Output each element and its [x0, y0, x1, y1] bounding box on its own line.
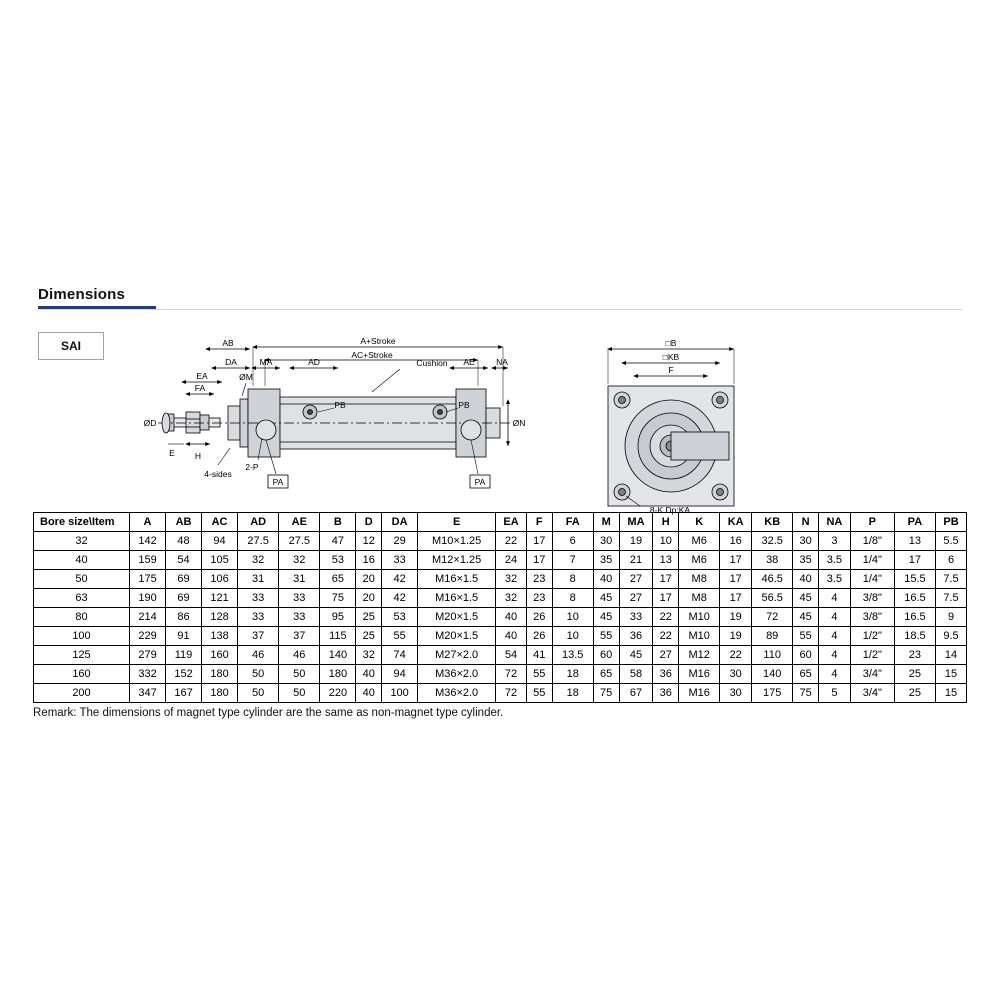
table-cell: 75 — [593, 684, 619, 703]
table-cell: M8 — [679, 570, 720, 589]
table-cell: M16×1.5 — [418, 570, 496, 589]
table-cell: 8 — [552, 589, 593, 608]
table-cell: 140 — [752, 665, 793, 684]
table-cell: 160 — [202, 646, 238, 665]
table-header-cell: AC — [202, 513, 238, 532]
table-cell: 1/2" — [850, 627, 894, 646]
table-cell: 55 — [382, 627, 418, 646]
table-header-cell: KB — [752, 513, 793, 532]
table-cell: 4 — [818, 646, 850, 665]
table-cell: 32 — [496, 570, 527, 589]
table-cell: 27.5 — [279, 532, 320, 551]
table-cell: M10 — [679, 627, 720, 646]
table-cell: 30 — [720, 684, 752, 703]
label-h: H — [194, 451, 202, 461]
table-cell: 140 — [320, 646, 356, 665]
table-cell: 54 — [496, 646, 527, 665]
table-cell: 50 — [238, 665, 279, 684]
table-cell-bore-size: 63 — [34, 589, 130, 608]
table-cell: M20×1.5 — [418, 627, 496, 646]
table-cell: 17 — [720, 551, 752, 570]
table-cell: 22 — [653, 627, 679, 646]
table-cell: M36×2.0 — [418, 665, 496, 684]
table-cell: 3/8" — [850, 608, 894, 627]
table-cell: 25 — [356, 608, 382, 627]
table-cell: 32 — [496, 589, 527, 608]
table-cell: 25 — [894, 684, 935, 703]
table-cell: 45 — [793, 608, 819, 627]
table-cell: M16×1.5 — [418, 589, 496, 608]
label-f: F — [668, 365, 674, 375]
table-cell: 32 — [238, 551, 279, 570]
table-row — [34, 570, 967, 589]
table-cell: 45 — [593, 608, 619, 627]
dimensions-table-wrapper — [33, 512, 967, 719]
table-cell: 119 — [166, 646, 202, 665]
table-row — [34, 684, 967, 703]
label-e: E — [169, 448, 175, 458]
table-cell: 91 — [166, 627, 202, 646]
table-cell: 60 — [793, 646, 819, 665]
table-cell: 4 — [818, 589, 850, 608]
table-cell: 35 — [793, 551, 819, 570]
table-cell: M6 — [679, 532, 720, 551]
table-cell: 19 — [619, 532, 653, 551]
table-header-cell: H — [653, 513, 679, 532]
table-cell: 42 — [382, 570, 418, 589]
table-cell: 48 — [166, 532, 202, 551]
table-cell: 175 — [130, 570, 166, 589]
table-cell: 167 — [166, 684, 202, 703]
table-cell: 5.5 — [936, 532, 967, 551]
table-header-cell: DA — [382, 513, 418, 532]
table-cell: 110 — [752, 646, 793, 665]
table-header-cell: A — [130, 513, 166, 532]
table-cell: 55 — [526, 684, 552, 703]
table-cell: 26 — [526, 608, 552, 627]
table-cell: M16 — [679, 665, 720, 684]
table-cell: 23 — [526, 589, 552, 608]
table-cell: 190 — [130, 589, 166, 608]
table-cell: 33 — [279, 608, 320, 627]
table-cell: 4 — [818, 608, 850, 627]
label-fa: FA — [194, 383, 206, 393]
table-cell: 1/4" — [850, 570, 894, 589]
table-cell: 17 — [653, 570, 679, 589]
table-cell: 45 — [619, 646, 653, 665]
table-cell: 10 — [552, 608, 593, 627]
table-cell: 24 — [496, 551, 527, 570]
table-cell: 33 — [238, 589, 279, 608]
table-cell: 4 — [818, 627, 850, 646]
table-cell: 27 — [619, 570, 653, 589]
table-cell: 31 — [238, 570, 279, 589]
table-cell: 94 — [382, 665, 418, 684]
label-phi-d: ØD — [143, 418, 157, 428]
table-cell: 60 — [593, 646, 619, 665]
table-cell-bore-size: 80 — [34, 608, 130, 627]
table-cell: 12 — [356, 532, 382, 551]
table-cell: 1/8" — [850, 532, 894, 551]
table-cell: 159 — [130, 551, 166, 570]
table-remark: Remark: The dimensions of magnet type cylinder are the same as non-magnet type cylinder. — [33, 707, 504, 719]
table-cell: 40 — [593, 570, 619, 589]
table-header-cell: M — [593, 513, 619, 532]
table-cell: 67 — [619, 684, 653, 703]
table-cell: 40 — [496, 608, 527, 627]
table-row — [34, 627, 967, 646]
table-cell: 22 — [496, 532, 527, 551]
table-cell: 32 — [356, 646, 382, 665]
table-header-cell: E — [418, 513, 496, 532]
table-cell-bore-size: 50 — [34, 570, 130, 589]
table-cell: 21 — [619, 551, 653, 570]
table-cell: 3.5 — [818, 551, 850, 570]
dimensions-table — [33, 512, 967, 703]
table-cell: 69 — [166, 589, 202, 608]
label-na: NA — [496, 357, 508, 367]
table-cell: 14 — [936, 646, 967, 665]
table-cell: 25 — [894, 665, 935, 684]
table-cell: 40 — [356, 665, 382, 684]
table-header-cell: P — [850, 513, 894, 532]
table-header-cell: D — [356, 513, 382, 532]
table-cell: 152 — [166, 665, 202, 684]
table-cell: 31 — [279, 570, 320, 589]
table-header-cell: PA — [894, 513, 935, 532]
table-cell: 40 — [793, 570, 819, 589]
page-title: Dimensions — [38, 286, 126, 303]
label-ac-stroke: AC+Stroke — [351, 350, 393, 360]
table-cell: 23 — [894, 646, 935, 665]
label-ad: AD — [308, 357, 320, 367]
table-cell: 142 — [130, 532, 166, 551]
table-cell: M10×1.25 — [418, 532, 496, 551]
technical-drawing — [110, 320, 890, 515]
table-cell: 35 — [593, 551, 619, 570]
table-cell: 29 — [382, 532, 418, 551]
table-cell: M6 — [679, 551, 720, 570]
table-cell: 6 — [936, 551, 967, 570]
table-row — [34, 665, 967, 684]
table-cell: 5 — [818, 684, 850, 703]
table-cell: 53 — [320, 551, 356, 570]
table-cell: 9 — [936, 608, 967, 627]
table-cell: 17 — [526, 551, 552, 570]
table-header-row — [34, 513, 967, 532]
table-cell: 53 — [382, 608, 418, 627]
label-pa-right: PA — [474, 477, 486, 487]
series-badge — [38, 332, 104, 360]
table-cell: 45 — [593, 589, 619, 608]
table-cell: 40 — [496, 627, 527, 646]
table-cell: 22 — [653, 608, 679, 627]
table-cell: 175 — [752, 684, 793, 703]
table-cell: 23 — [526, 570, 552, 589]
table-cell: 100 — [382, 684, 418, 703]
table-cell: 27 — [653, 646, 679, 665]
table-cell: 50 — [238, 684, 279, 703]
table-cell: 65 — [793, 665, 819, 684]
table-cell: 58 — [619, 665, 653, 684]
table-cell: 37 — [238, 627, 279, 646]
table-cell: 229 — [130, 627, 166, 646]
table-cell: 6 — [552, 532, 593, 551]
table-cell: 128 — [202, 608, 238, 627]
table-cell: 72 — [496, 684, 527, 703]
table-row — [34, 589, 967, 608]
table-cell: 7.5 — [936, 589, 967, 608]
table-cell: 16 — [720, 532, 752, 551]
label-pb-right: PB — [458, 400, 470, 410]
table-header-cell: Bore size\Item — [34, 513, 130, 532]
table-header-cell: AD — [238, 513, 279, 532]
table-cell: 75 — [320, 589, 356, 608]
table-cell: 50 — [279, 684, 320, 703]
table-cell: 32.5 — [752, 532, 793, 551]
table-header-cell: B — [320, 513, 356, 532]
table-cell: 7.5 — [936, 570, 967, 589]
table-row — [34, 532, 967, 551]
label-2p: 2-P — [245, 462, 259, 472]
table-cell: 121 — [202, 589, 238, 608]
table-cell: M12 — [679, 646, 720, 665]
label-ea: EA — [196, 371, 208, 381]
label-square-kb: □KB — [662, 352, 680, 362]
table-row — [34, 608, 967, 627]
table-cell: 55 — [793, 627, 819, 646]
table-cell: 19 — [720, 627, 752, 646]
table-cell: 105 — [202, 551, 238, 570]
table-cell: 9.5 — [936, 627, 967, 646]
table-cell: 94 — [202, 532, 238, 551]
table-cell: 32 — [279, 551, 320, 570]
table-cell: 19 — [720, 608, 752, 627]
series-label: SAI — [60, 339, 81, 353]
label-da: DA — [225, 357, 237, 367]
table-header-cell: N — [793, 513, 819, 532]
table-cell: 214 — [130, 608, 166, 627]
table-cell: 89 — [752, 627, 793, 646]
table-cell: M16 — [679, 684, 720, 703]
table-cell: 75 — [793, 684, 819, 703]
label-8k-dp-ka: 8-K Dp:KA — [649, 505, 691, 515]
table-header-cell: PB — [936, 513, 967, 532]
table-cell: 138 — [202, 627, 238, 646]
table-cell: 16.5 — [894, 589, 935, 608]
table-header-cell: FA — [552, 513, 593, 532]
table-row — [34, 551, 967, 570]
table-cell: 10 — [653, 532, 679, 551]
table-cell: 54 — [166, 551, 202, 570]
table-cell: 42 — [382, 589, 418, 608]
label-phi-n: ØN — [512, 418, 526, 428]
table-cell: 46 — [238, 646, 279, 665]
label-ab: AB — [222, 338, 234, 348]
label-4-sides: 4-sides — [204, 469, 232, 479]
table-cell: 17 — [653, 589, 679, 608]
table-cell: 17 — [720, 589, 752, 608]
table-cell: 7 — [552, 551, 593, 570]
table-cell: 16 — [356, 551, 382, 570]
table-header-cell: K — [679, 513, 720, 532]
table-header-cell: KA — [720, 513, 752, 532]
table-cell: 41 — [526, 646, 552, 665]
table-cell-bore-size: 32 — [34, 532, 130, 551]
table-cell: 15 — [936, 665, 967, 684]
table-cell-bore-size: 160 — [34, 665, 130, 684]
table-cell: 69 — [166, 570, 202, 589]
table-cell: 33 — [619, 608, 653, 627]
table-cell: M36×2.0 — [418, 684, 496, 703]
table-cell-bore-size: 40 — [34, 551, 130, 570]
table-cell: 50 — [279, 665, 320, 684]
table-cell: 3/8" — [850, 589, 894, 608]
table-header-cell: MA — [619, 513, 653, 532]
table-cell: 332 — [130, 665, 166, 684]
table-body — [34, 532, 967, 703]
table-cell: 10 — [552, 627, 593, 646]
table-cell: 3 — [818, 532, 850, 551]
table-cell: 25 — [356, 627, 382, 646]
table-cell: 40 — [356, 684, 382, 703]
table-cell: 17 — [720, 570, 752, 589]
table-cell: 33 — [238, 608, 279, 627]
table-cell: 1/4" — [850, 551, 894, 570]
table-cell: 20 — [356, 589, 382, 608]
table-cell: 65 — [593, 665, 619, 684]
label-cushion: Cushion — [416, 358, 448, 368]
table-cell: 1/2" — [850, 646, 894, 665]
table-cell: 46 — [279, 646, 320, 665]
table-cell: 16.5 — [894, 608, 935, 627]
table-cell: 3/4" — [850, 665, 894, 684]
table-cell: 72 — [496, 665, 527, 684]
table-cell: M12×1.25 — [418, 551, 496, 570]
table-cell: 13.5 — [552, 646, 593, 665]
table-cell: 37 — [279, 627, 320, 646]
table-cell: 22 — [720, 646, 752, 665]
table-cell: 106 — [202, 570, 238, 589]
table-cell: 56.5 — [752, 589, 793, 608]
table-cell: 47 — [320, 532, 356, 551]
table-cell: 86 — [166, 608, 202, 627]
table-cell: 20 — [356, 570, 382, 589]
table-cell: 33 — [382, 551, 418, 570]
table-cell: 4 — [818, 665, 850, 684]
table-cell: 30 — [793, 532, 819, 551]
table-cell: 15.5 — [894, 570, 935, 589]
table-cell: 26 — [526, 627, 552, 646]
table-cell: 17 — [526, 532, 552, 551]
table-cell: M10 — [679, 608, 720, 627]
table-cell: 13 — [653, 551, 679, 570]
table-cell: 30 — [720, 665, 752, 684]
table-cell: 180 — [320, 665, 356, 684]
table-cell: 27.5 — [238, 532, 279, 551]
table-cell: 279 — [130, 646, 166, 665]
table-cell: 3/4" — [850, 684, 894, 703]
table-cell: 95 — [320, 608, 356, 627]
section-heading — [38, 286, 962, 310]
table-cell: 38 — [752, 551, 793, 570]
table-cell: 18 — [552, 684, 593, 703]
table-cell: 46.5 — [752, 570, 793, 589]
label-a-stroke: A+Stroke — [360, 336, 396, 346]
table-cell: 36 — [619, 627, 653, 646]
table-header-cell: AE — [279, 513, 320, 532]
table-cell: 45 — [793, 589, 819, 608]
label-pa-left: PA — [272, 477, 284, 487]
table-header-cell: NA — [818, 513, 850, 532]
table-cell: 55 — [593, 627, 619, 646]
label-pb-left: PB — [334, 400, 346, 410]
table-cell: 17 — [894, 551, 935, 570]
table-cell: 27 — [619, 589, 653, 608]
label-phi-m: ØM — [239, 372, 253, 382]
table-cell: M20×1.5 — [418, 608, 496, 627]
table-header-cell: EA — [496, 513, 527, 532]
table-cell-bore-size: 125 — [34, 646, 130, 665]
table-cell: 30 — [593, 532, 619, 551]
table-cell: 18.5 — [894, 627, 935, 646]
table-cell: 8 — [552, 570, 593, 589]
label-square-b: □B — [665, 338, 677, 348]
table-cell: 115 — [320, 627, 356, 646]
table-cell: 65 — [320, 570, 356, 589]
table-cell: 220 — [320, 684, 356, 703]
table-cell: 18 — [552, 665, 593, 684]
table-cell: 347 — [130, 684, 166, 703]
heading-thin-rule — [38, 309, 962, 310]
table-cell: 36 — [653, 665, 679, 684]
table-cell: 180 — [202, 684, 238, 703]
table-cell: 33 — [279, 589, 320, 608]
table-cell: 36 — [653, 684, 679, 703]
table-cell: 74 — [382, 646, 418, 665]
table-cell: 180 — [202, 665, 238, 684]
table-cell: M27×2.0 — [418, 646, 496, 665]
table-header-cell: AB — [166, 513, 202, 532]
table-row — [34, 646, 967, 665]
table-cell: 3.5 — [818, 570, 850, 589]
table-cell-bore-size: 100 — [34, 627, 130, 646]
table-cell: 15 — [936, 684, 967, 703]
label-ae: AE — [463, 357, 475, 367]
table-cell-bore-size: 200 — [34, 684, 130, 703]
table-cell: M8 — [679, 589, 720, 608]
label-ma: MA — [259, 357, 273, 367]
table-cell: 13 — [894, 532, 935, 551]
table-header-cell: F — [526, 513, 552, 532]
table-cell: 55 — [526, 665, 552, 684]
table-cell: 72 — [752, 608, 793, 627]
